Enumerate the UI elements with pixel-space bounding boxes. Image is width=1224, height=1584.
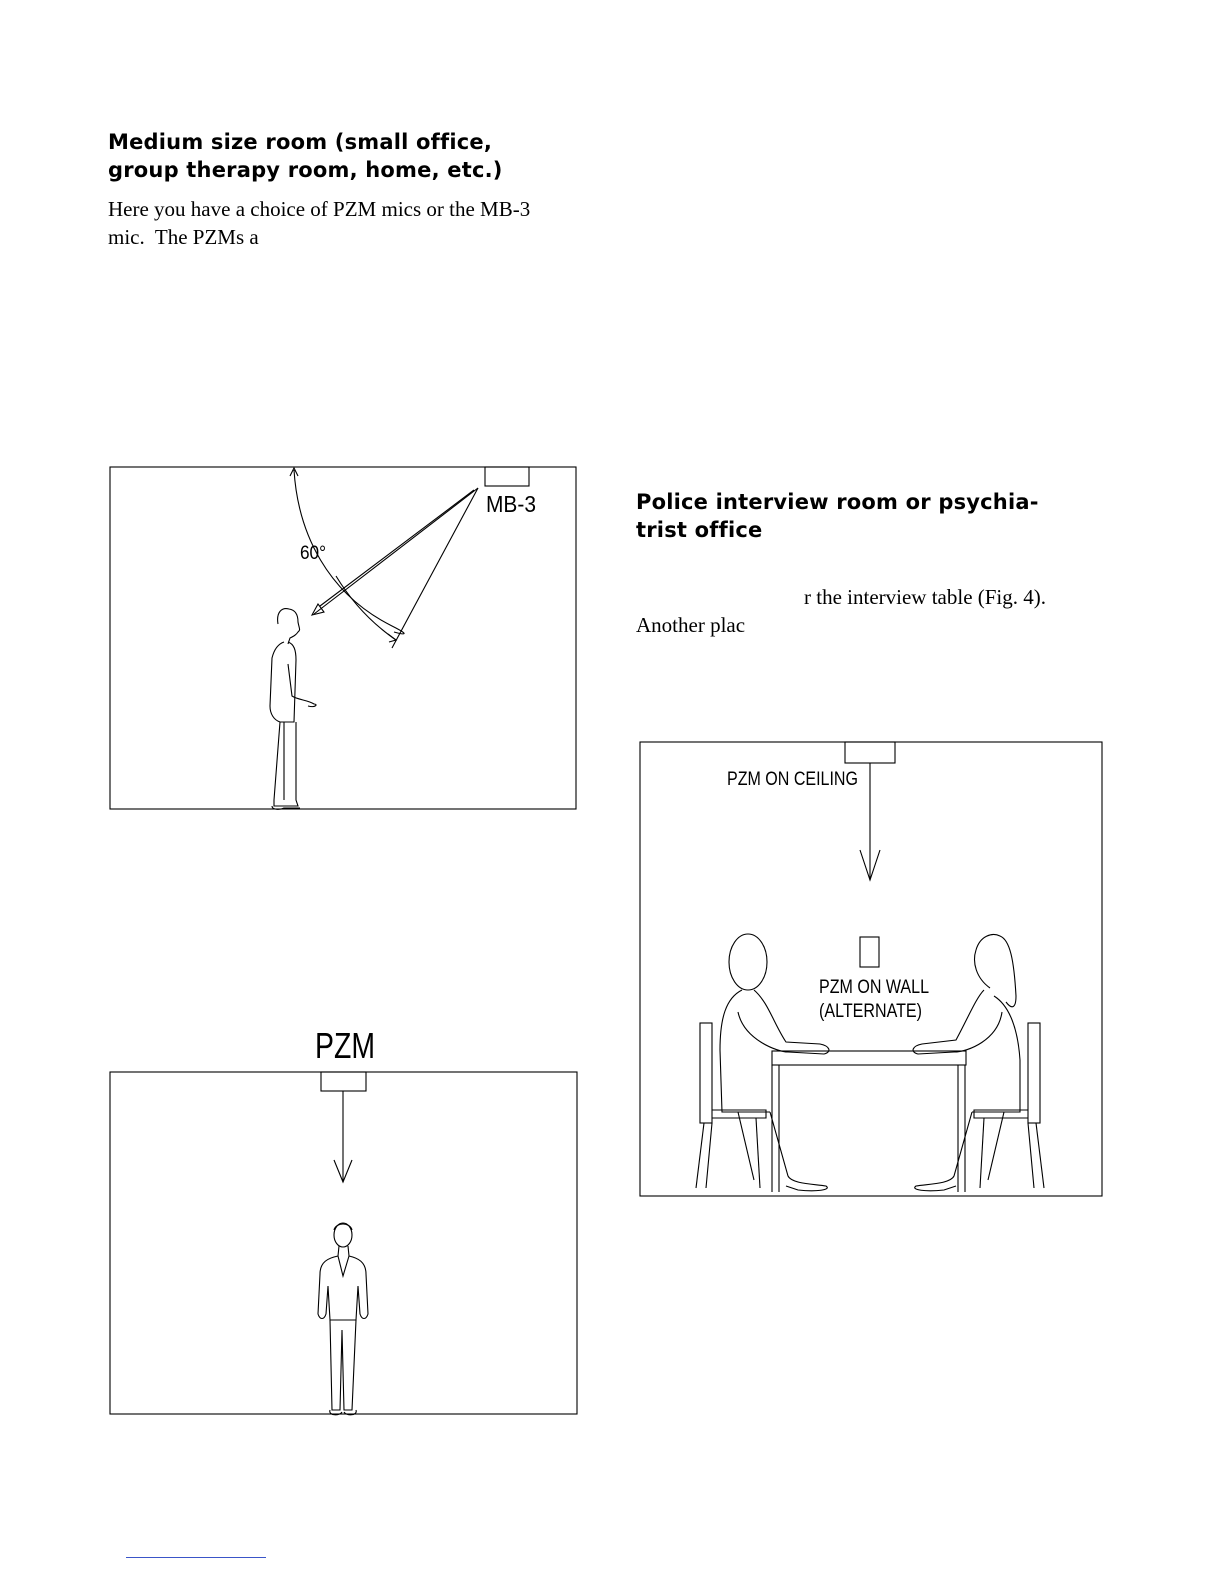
arc-arrowhead-bottom: [388, 634, 396, 642]
paragraph-line: Here you have a choice of PZM mics or the MB-3: [108, 197, 531, 221]
angle-arc-lower: [336, 576, 396, 640]
wall-mic-label-line1: PZM ON WALL: [819, 977, 929, 998]
wall-mic-label-line2: (ALTERNATE): [819, 1001, 922, 1022]
standing-person-front: [318, 1223, 368, 1415]
paragraph-interview-line1: [804, 583, 1046, 611]
ceiling-mic-box: [845, 742, 895, 763]
mb3-mic-box: [485, 467, 529, 486]
paragraph-line: mic. The PZMs a: [108, 225, 259, 249]
pickup-arrowhead: [312, 604, 324, 615]
pickup-line-upper2: [320, 490, 474, 606]
pzm-label: PZM: [315, 1025, 375, 1066]
paragraph-line: r the interview table (Fig. 4).: [804, 585, 1047, 609]
ceiling-mic-label: PZM ON CEILING: [727, 769, 858, 790]
paragraph-interview-line2: [636, 611, 745, 639]
mb3-label: MB-3: [486, 491, 536, 517]
heading-line: group therapy room, home, etc.): [108, 158, 503, 182]
figure-mb3-placement: [108, 464, 578, 812]
footer-rule: [126, 1557, 266, 1558]
angle-label: 60°: [300, 543, 326, 564]
section-heading-interview-room: [636, 488, 1039, 544]
heading-line: trist office: [636, 518, 763, 542]
paragraph-medium-room: [108, 195, 530, 251]
interview-table: [772, 1051, 966, 1192]
heading-line: Police interview room or psychia-: [636, 490, 1039, 514]
heading-line: Medium size room (small office,: [108, 130, 493, 154]
pickup-line-lower: [392, 488, 478, 648]
section-heading-medium-room: [108, 128, 503, 184]
person-interviewer: [720, 934, 829, 1191]
chair-right: [974, 1023, 1044, 1188]
wall-mic-box: [860, 937, 879, 967]
figure-interview-room: [638, 740, 1104, 1198]
chair-left: [696, 1023, 766, 1188]
standing-person-side: [270, 609, 316, 810]
pzm-mic-box: [321, 1072, 366, 1091]
figure-pzm-ceiling: [108, 1024, 580, 1418]
paragraph-line: Another plac: [636, 613, 746, 637]
room-outline: [640, 742, 1102, 1196]
room-outline: [110, 467, 576, 809]
pickup-line-upper: [314, 488, 478, 614]
